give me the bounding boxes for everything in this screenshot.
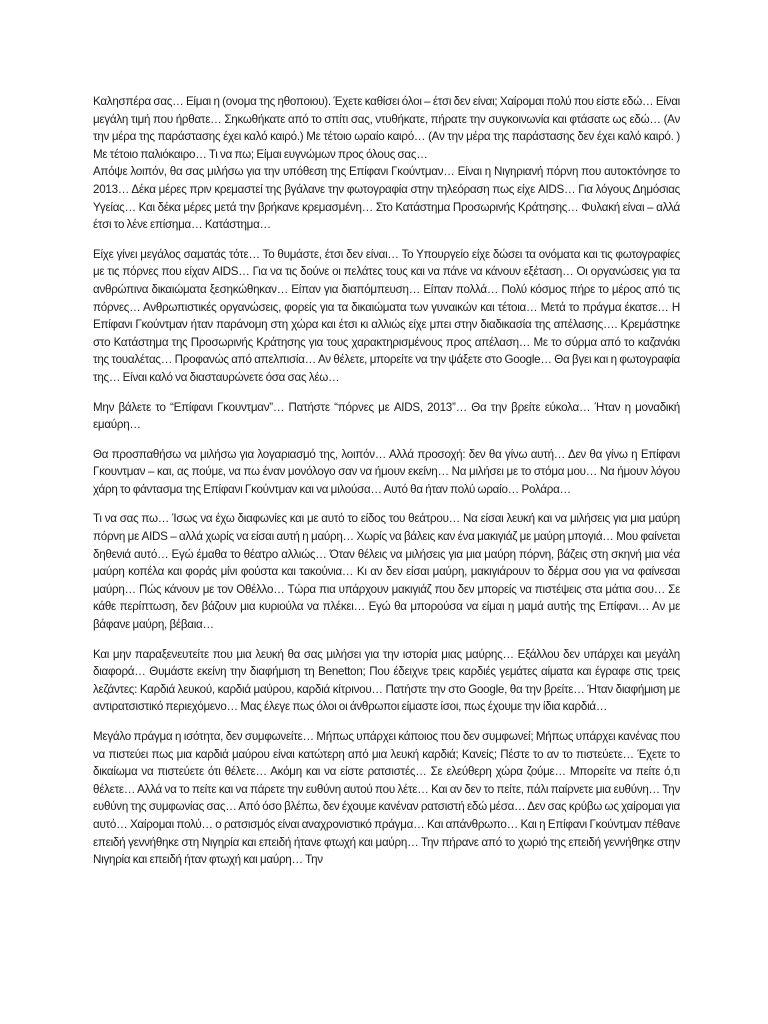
paragraph-case-intro: Απόψε λοιπόν, θα σας μιλήσω για την υπόθεση της Επίφανι Γκούντμαν… Είναι η Νιγηριανή πόρνη που αυτοκτόνησε το 2013… Δέκα μέρες πριν κρεμαστεί της βγάλανε την φωτογραφία στην τηλεόραση πως είχε AIDS… Για λόγους Δημόσιας Υγείας… Και δέκα μέρες μετά την βρήκανε κρεμασμένη… Στο Κατάστημα Προσωρινής Κράτησης… Φυλακή είναι – αλλά έτσι το λένε επίσημα… Κατάστημα… [93,165,680,232]
paragraph-benetton: Και μην παραξενευτείτε που μια λευκή θα σας μιλήσει για την ιστορία μιας μαύρης… Εξάλλου δεν υπάρχει και μεγάλη διαφορά… Θυμάστε εκείνη την διαφήμιση τη Benetton; Που έδειχνε τρεις καρδιές γεμάτες αίματα και έγραφε στις τρεις λεζάντες: Καρδιά λευκού, καρδιά μαύρου, καρδιά κίτρινου… Πατήστε την στο Google, θα την βρείτε… Ήταν διαφήμιση με αντιρατσιστικό περιεχόμενο… Μας έλεγε πως όλοι οι άνθρωποι είμαστε ίσοι, πως έχουμε την ίδια καρδιά… [93,647,680,714]
paragraph-search-hint: Μην βάλετε το “Επίφανι Γκουντμαν”… Πατήστε “πόρνες με AIDS, 2013”… Θα την βρείτε εύκολα… Ήταν η μοναδική εμαύρη… [93,400,680,432]
paragraph-theatre-disagreement: Τι να σας πω… Ίσως να έχω διαφωνίες και με αυτό το είδος του θεάτρου… Να είσαι λευκή και να μιλήσεις για μια μαύρη πόρνη με AIDS – αλλά χωρίς να είσαι αυτή η μαύρη… Χωρίς να βάλεις καν ένα μακιγιάζ με μαύρη μπογιά… Μου φαίνεται δηθενιά αυτό… Εγώ έμαθα το θέατρο αλλιώς… Όταν θέλεις να μιλήσεις για μια μαύρη πόρνη, βάζεις στη σκηνή μια νέα μαύρη κοπέλα και φοράς μίνι φούστα και τακούνια… Κι αν δεν είσαι μαύρη, μακιγιάρουν το δέρμα σου για να φαίνεσαι μαύρη… Πώς κάνουν με τον Οθέλλο… Τώρα πια υπάρχουν μακιγιάζ που δεν μπορείς να πιστέψεις στα μάτια σου… Σε κάθε περίπτωση, δεν βάζουν μια κυριούλα να πλέκει… Εγώ θα μπορούσα να είμαι η μαμά αυτής της Επίφανι… Αν με βάφανε μαύρη, βέβαια… [93,512,680,632]
paragraph-greeting: Καλησπέρα σας… Είμαι η (ονομα της ηθοποιου). Έχετε καθίσει όλοι – έτσι δεν είναι; Χαίρομαι πολύ που είστε εδώ… Είναι μεγάλη τιμή που ήρθατε… Σηκωθήκατε από το σπίτι σας, ντυθήκατε, πήρατε την συγκοινωνία και φτάσατε ως εδώ… (Αν την μέρα της παράστασης έχει καλό καιρό.) Με τέτοιο ωραίο καιρό… (Αν την μέρα της παράστασης δεν έχει καλό καιρό. ) Με τέτοιο παλιόκαιρο… Τι να πω; Είμαι ευγνώμων προς όλους σας… [93,95,680,161]
document-page [93,93,680,881]
paragraph-scandal: Είχε γίνει μεγάλος σαματάς τότε… Το θυμάστε, έτσι δεν είναι… Το Υπουργείο είχε δώσει τα ονόματα και τις φωτογραφίες με τις πόρνες που είχαν AIDS… Για να τις δούνε οι πελάτες τους και να πάνε να κάνουν εξέταση… Οι οργανώσεις για τα ανθρώπινα δικαιώματα ξεσηκώθηκαν… Είπαν για διαπόμπευση… Είπαν πολλά… Πολύ κόσμος πήρε το μέρος από τις πόρνες… Ανθρωπιστικές οργανώσεις, φορείς για τα δικαιώματα των γυναικών και τέτοια… Μετά το πράγμα έκατσε… Η Επίφανι Γκούντμαν ήταν παράνομη στη χώρα και έτσι κι αλλιώς είχε μπει στην διαδικασία της απέλασης…. Κρεμάστηκε στο Κατάστημα της Προσωρινής Κράτησης για τους χαρακτηρισμένους προς απέλαση… Με το σύρμα από το καζανάκι της τουαλέτας… Προφανώς από απελπισία… Αν θέλετε, μπορείτε να την ψάξετε στο Google… Θα βγει και η φωτογραφία της… Είναι καλό να διασταυρώνετε όσα σας λέω… [93,247,680,384]
paragraph-speak-for-her: Θα προσπαθήσω να μιλήσω για λογαριασμό της, λοιπόν… Αλλά προσοχή: δεν θα γίνω αυτή… Δεν θα γίνω η Επίφανι Γκουντμαν – και, ας πούμε, να πω έναν μονόλογο σαν να ήμουν εκείνη… Να μιλήσει με το στόμα μου… Να ήμουν λόγου χάρη το φάντασμα της Επίφανι Γκούντμαν και να μιλούσα… Αυτό θα ήταν πολύ ωραίο… Ρολάρα… [93,447,680,496]
paragraph-equality: Μεγάλο πράγμα η ισότητα, δεν συμφωνείτε… Μήπως υπάρχει κάποιος που δεν συμφωνεί; Μήπως υπάρχει κανένας που να πιστεύει πως μια καρδιά μαύρου είναι κατώτερη από μια λευκή καρδιά; Κανείς; Πέστε το αν το πιστεύετε… Έχετε το δικαίωμα να πιστεύετε ότι θέλετε… Ακόμη και να είστε ρατσιστές… Σε ελεύθερη χώρα ζούμε… Μπορείτε να πείτε ό,τι θέλετε… Αλλά να το πείτε και να πάρετε την ευθύνη αυτού που λέτε… Και αν δεν το πείτε, πάλι παίρνετε μια ευθύνη… Την ευθύνη της συμφωνίας σας… Από όσο βλέπω, δεν έχουμε κανέναν ρατσιστή εδώ μέσα… Δεν σας κρύβω ως χαίρομαι για αυτό… Χαίρομαι πολύ… ο ρατσισμός είναι αναχρονιστικό πράγμα… Και απάνθρωπο… Και η Επίφανι Γκούντμαν πέθανε επειδή γεννήθηκε στη Νιγηρία και επειδή ήτανε φτωχή και μαύρη… Την πήρανε από το χωριό της επειδή γεννήθηκε στην Νιγηρία και επειδή ήταν φτωχή και μαύρη… Την [93,730,680,867]
